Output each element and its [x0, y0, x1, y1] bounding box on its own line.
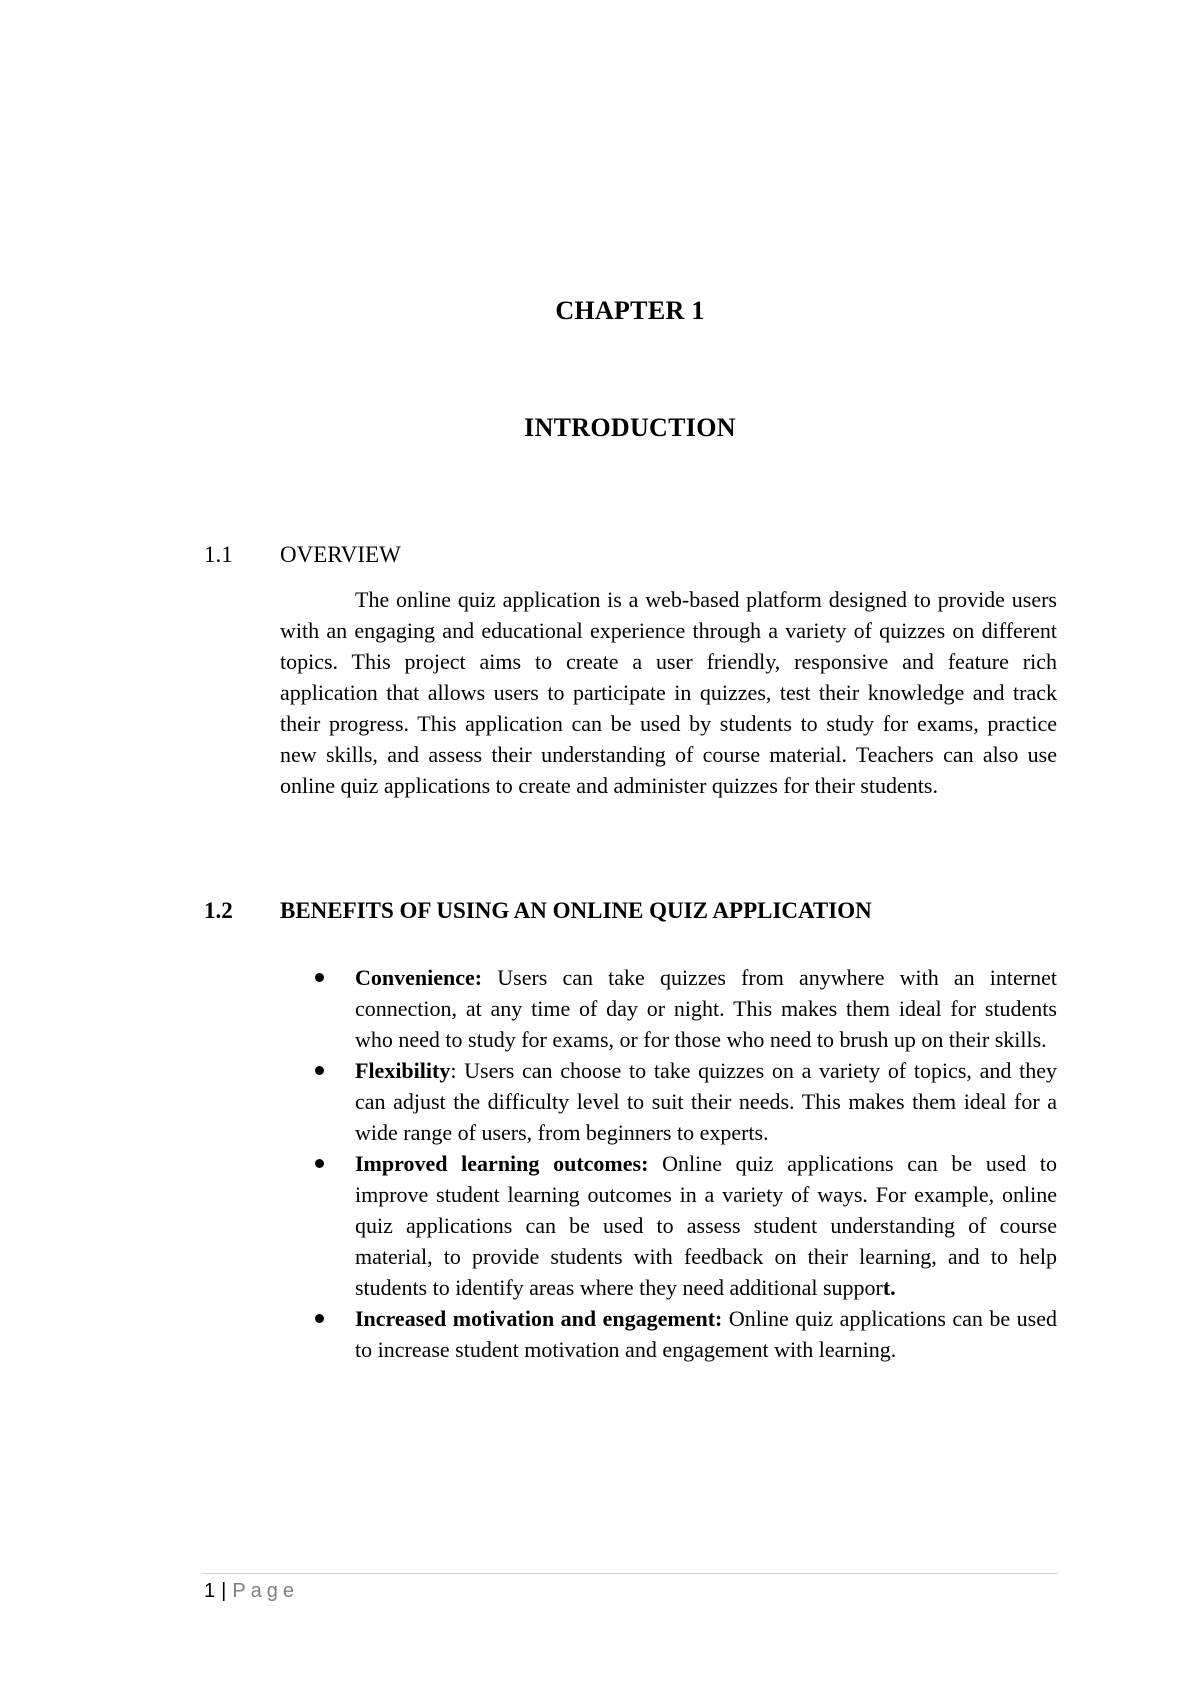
bullet-icon: [315, 1314, 324, 1323]
page-number: 1: [204, 1580, 216, 1602]
benefit-text-tail: t.: [882, 1275, 896, 1300]
benefit-term: Improved learning outcomes:: [355, 1151, 649, 1176]
benefit-item-convenience: [315, 962, 1057, 1055]
benefit-term: Flexibility: [355, 1058, 451, 1083]
section-heading-benefits: [204, 898, 872, 924]
section-title: BENEFITS OF USING AN ONLINE QUIZ APPLICATION: [280, 898, 872, 923]
bullet-icon: [315, 1159, 324, 1168]
page-label: Page: [232, 1580, 300, 1602]
benefit-text: Online quiz applications can be used to improve student learning outcomes in a variety of ways. For example, online quiz applications can be used to assess student understanding of course material, to provide students with feedback on their learning, and to help students to identify areas where they need additional suppor: [355, 1151, 1057, 1300]
footer-separator: |: [221, 1580, 227, 1602]
section-heading-overview: [204, 542, 401, 568]
overview-paragraph: The online quiz application is a web-based platform designed to provide users with an engaging and educational experience through a variety of quizzes on different topics. This project aims to create a user friendly, responsive and feature rich application that allows users to participate in quizzes, test their knowledge and track their progress. This application can be used by students to study for exams, practice new skills, and assess their understanding of course material. Teachers can also use online quiz applications to create and administer quizzes for their students.: [280, 587, 1057, 798]
chapter-title: CHAPTER 1: [555, 296, 705, 325]
benefit-text: Online quiz applications can be used to increase student motivation and engagement with learning.: [355, 1306, 1057, 1362]
benefit-item-learning-outcomes: [315, 1148, 1057, 1303]
bullet-icon: [315, 1066, 324, 1075]
page-footer: [204, 1580, 299, 1603]
section-number: 1.2: [204, 898, 233, 923]
benefit-item-flexibility: [315, 1055, 1057, 1148]
benefit-text: : Users can choose to take quizzes on a variety of topics, and they can adjust the difficulty level to suit their needs. This makes them ideal for a wide range of users, from beginners to experts.: [355, 1058, 1057, 1145]
section-number: 1.1: [204, 542, 233, 567]
benefit-term: Convenience:: [355, 965, 483, 990]
benefit-text: Users can take quizzes from anywhere with an internet connection, at any time of day or night. This makes them ideal for students who need to study for exams, or for those who need to brush up on their skills.: [355, 965, 1057, 1052]
benefit-term: Increased motivation and engagement:: [355, 1306, 723, 1331]
bullet-icon: [315, 973, 324, 982]
benefits-list: [315, 962, 1057, 1365]
benefit-item-motivation: [315, 1303, 1057, 1365]
section-title: OVERVIEW: [280, 542, 401, 567]
chapter-subtitle: INTRODUCTION: [524, 413, 736, 442]
footer-divider: [202, 1573, 1058, 1574]
